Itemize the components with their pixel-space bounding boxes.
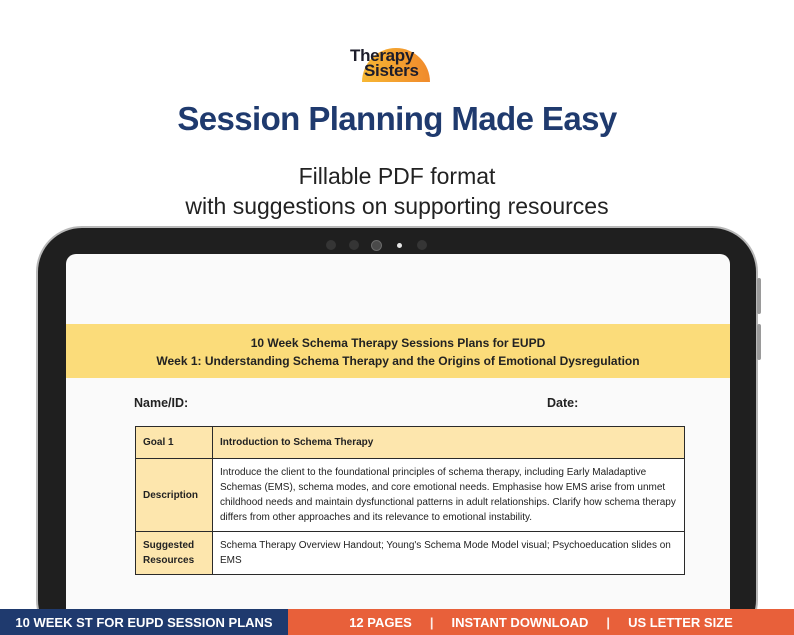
table-row bbox=[136, 459, 685, 532]
tablet-mockup bbox=[36, 226, 758, 635]
footer-separator: | bbox=[429, 614, 434, 630]
document-title: 10 Week Schema Therapy Sessions Plans for EUPD bbox=[250, 336, 546, 350]
tablet-side-button bbox=[757, 278, 761, 314]
resources-value-field[interactable]: Schema Therapy Overview Handout; Young's Schema Mode Model visual; Psychoeducation slides on EMS bbox=[213, 532, 685, 575]
footer-features bbox=[288, 609, 794, 635]
subtitle-line-1: Fillable PDF format bbox=[298, 163, 496, 189]
camera-dot-icon bbox=[326, 240, 336, 250]
table-row bbox=[136, 427, 685, 459]
tablet-screen bbox=[66, 254, 730, 624]
table-row bbox=[136, 532, 685, 575]
footer-size: US LETTER SIZE bbox=[628, 614, 733, 630]
description-value-field[interactable]: Introduce the client to the foundational principles of schema therapy, including Early Maladaptive Schemas (EMS), schema modes, and core emotional needs. Emphasise how EMS arise from unmet childhood needs and maintain dysfunctional patterns in adult relationships. Clarify how schema therapy differs from other approaches and its relevance to emotional instability. bbox=[213, 459, 685, 532]
sensor-dot-icon bbox=[397, 243, 402, 248]
tablet-side-button bbox=[757, 324, 761, 360]
goal-label-cell: Goal 1 bbox=[136, 427, 213, 459]
camera-dot-icon bbox=[417, 240, 427, 250]
logo-line-1: Therapy bbox=[350, 46, 415, 65]
footer-product-name: 10 WEEK ST FOR EUPD SESSION PLANS bbox=[0, 609, 288, 635]
footer-pages: 12 PAGES bbox=[349, 614, 412, 630]
footer-bar bbox=[0, 609, 794, 635]
therapy-sisters-logo bbox=[346, 38, 446, 84]
camera-dot-icon bbox=[349, 240, 359, 250]
name-id-label: Name/ID: bbox=[134, 396, 189, 410]
page-headline: Session Planning Made Easy bbox=[177, 100, 617, 137]
subtitle-line-2: with suggestions on supporting resources bbox=[185, 193, 609, 219]
camera-lens-icon bbox=[371, 240, 382, 251]
session-plan-table bbox=[135, 426, 685, 575]
logo-line-2: Sisters bbox=[364, 61, 419, 80]
document-banner bbox=[66, 324, 730, 378]
goal-value-field[interactable]: Introduction to Schema Therapy bbox=[213, 427, 685, 459]
date-label: Date: bbox=[547, 396, 579, 410]
resources-label-cell: Suggested Resources bbox=[136, 532, 213, 575]
description-label-cell: Description bbox=[136, 459, 213, 532]
footer-separator: | bbox=[606, 614, 611, 630]
logo-wordmark bbox=[350, 48, 419, 78]
footer-download: INSTANT DOWNLOAD bbox=[451, 614, 589, 630]
document-week-title: Week 1: Understanding Schema Therapy and the Origins of Emotional Dysregulation bbox=[156, 354, 640, 368]
